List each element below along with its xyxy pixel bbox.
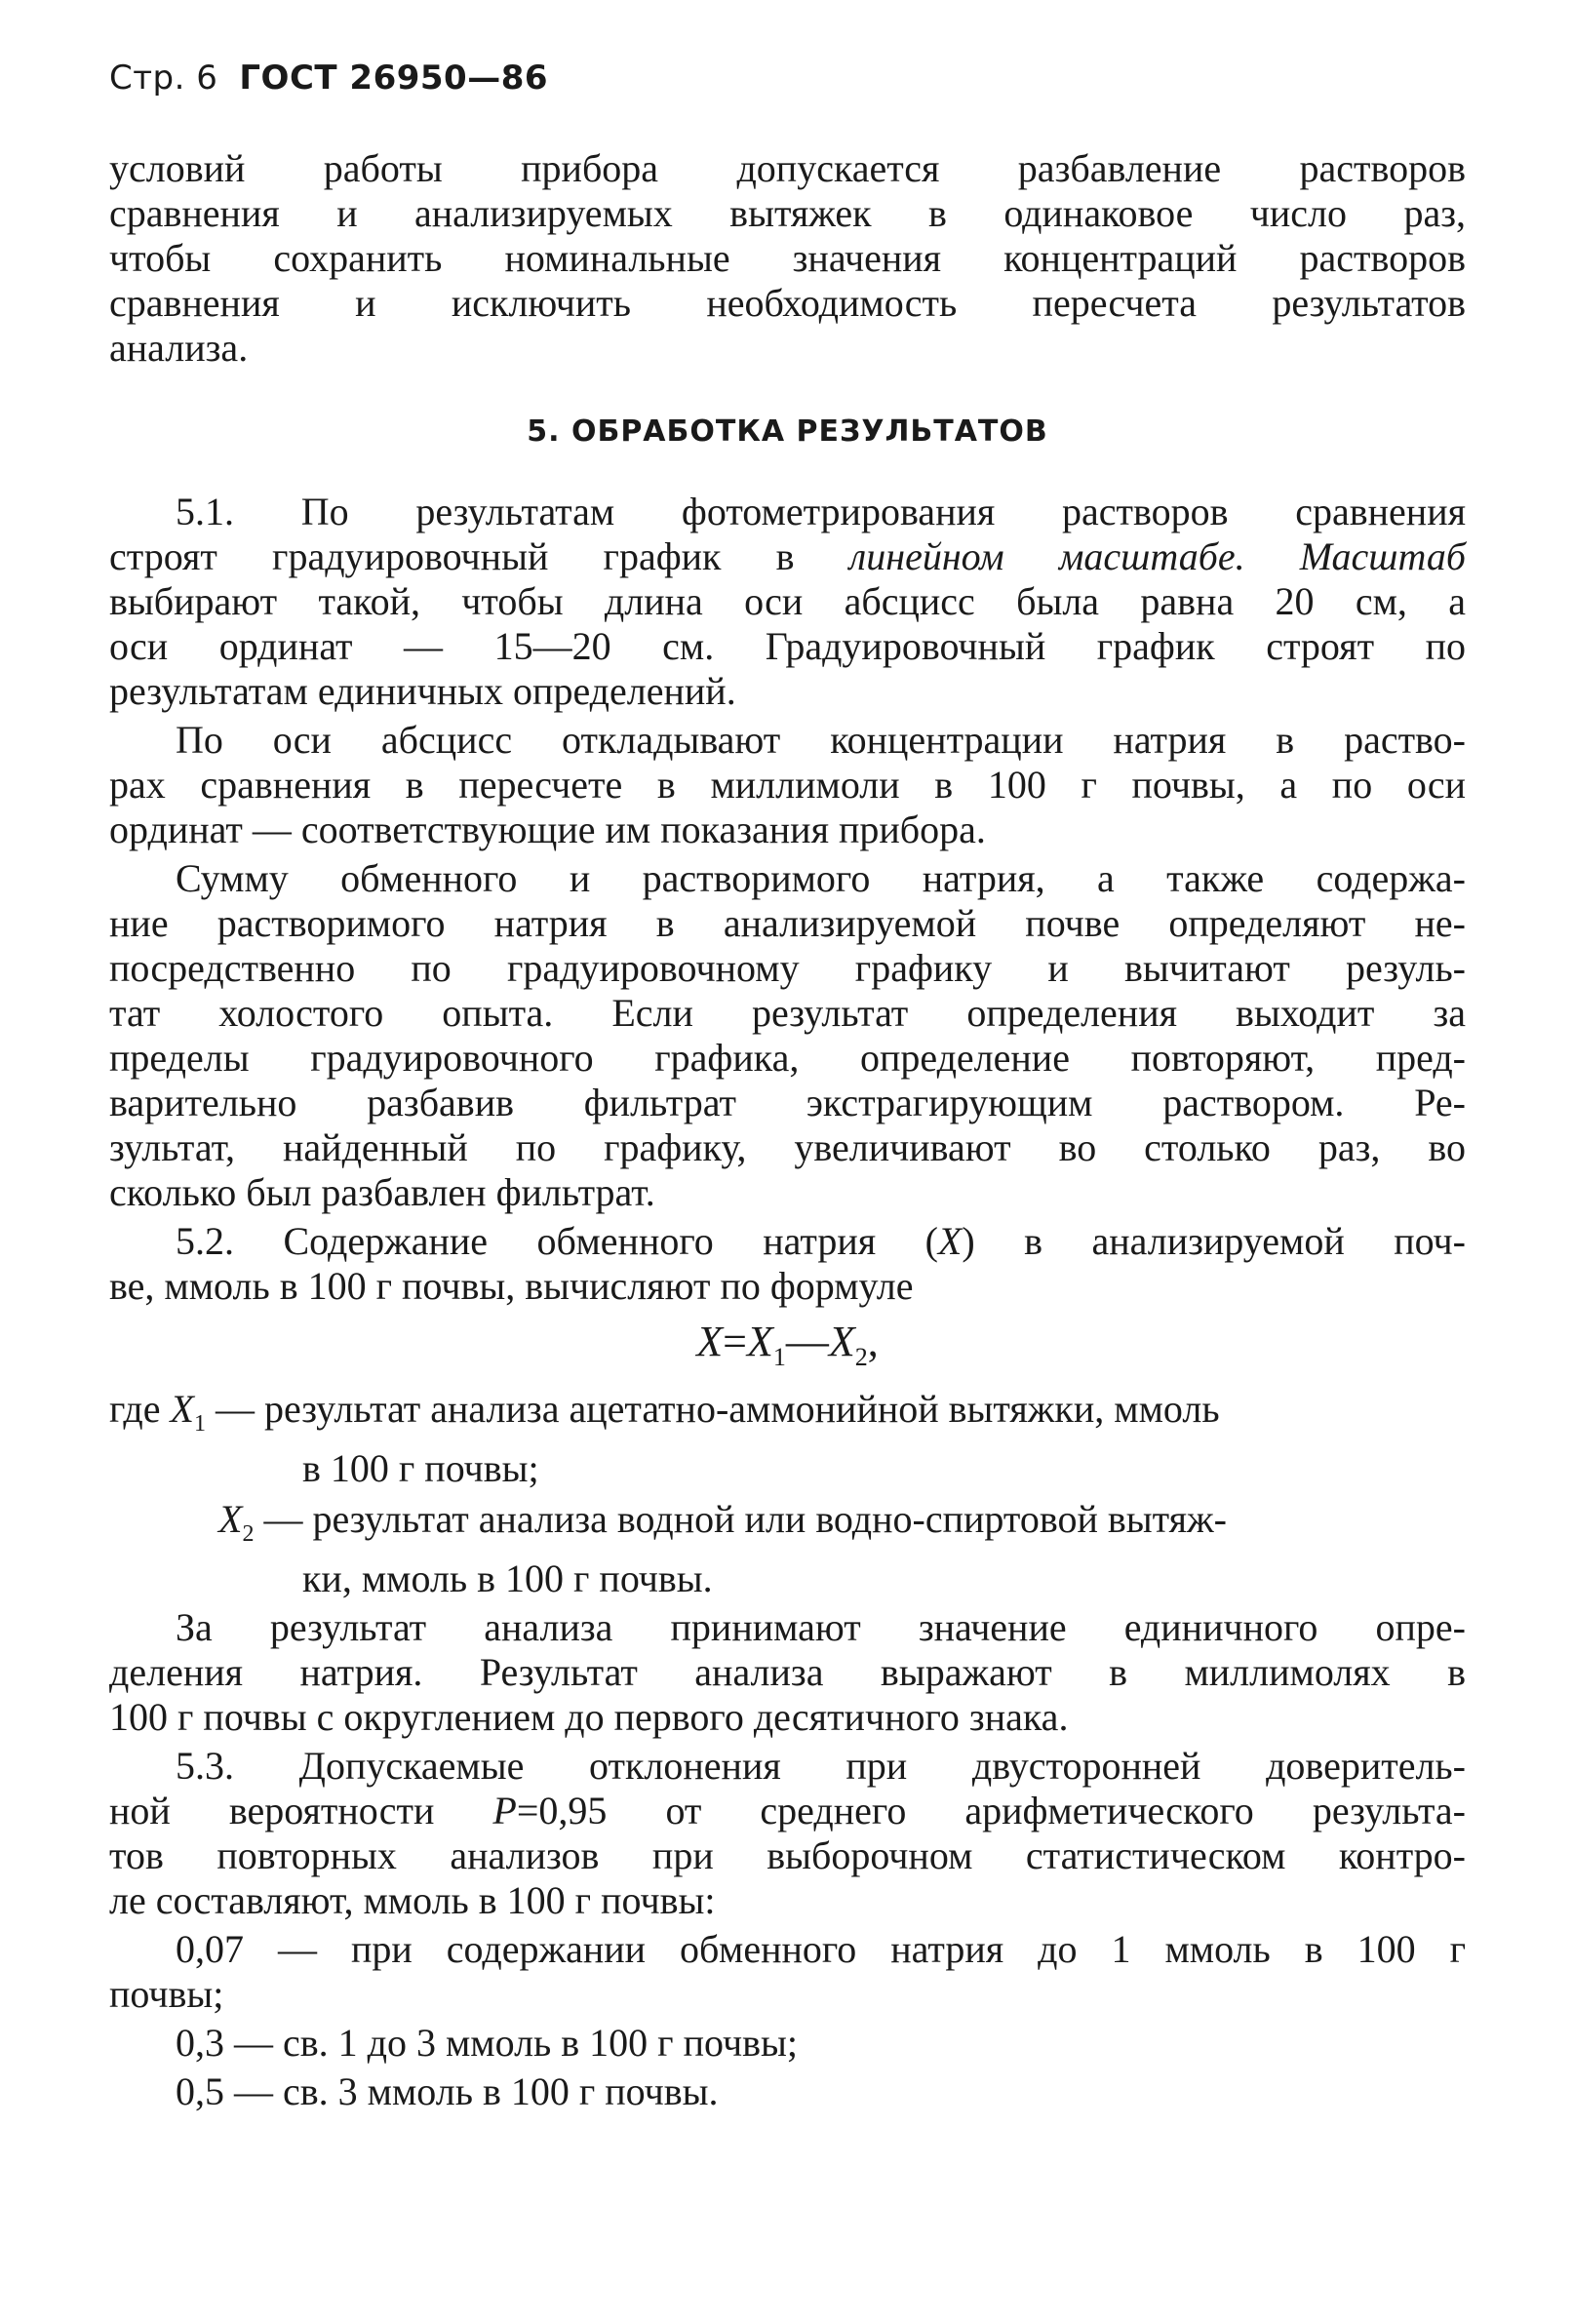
formula: $X=X_1—X_2$, bbox=[696, 1318, 879, 1371]
text-line: тов повторных анализов при выборочном статистическом контро- bbox=[109, 1832, 1466, 1877]
text-line: пределы градуировочного графика, определение повторяют, пред- bbox=[109, 1036, 1466, 1080]
text-line: анализа. bbox=[109, 326, 249, 370]
paragraph-5-2-result bbox=[109, 1605, 1466, 1740]
page-header bbox=[109, 59, 1466, 109]
page-number: Стр. 6 bbox=[109, 59, 218, 98]
intro-paragraph bbox=[109, 146, 1466, 371]
text-line: сравнения и исключить необходимость пересчета результатов bbox=[109, 281, 1466, 325]
tolerance-list bbox=[109, 1927, 1466, 2114]
text-line: За результат анализа принимают значение единичного опре- bbox=[176, 1604, 1466, 1649]
section-title: 5. ОБРАБОТКА РЕЗУЛЬТАТОВ bbox=[527, 414, 1048, 449]
text-line: рах сравнения в пересчете в миллимоли в 100 г почвы, а по оси bbox=[109, 763, 1466, 807]
paragraph-5-1-axes bbox=[109, 718, 1466, 852]
text-line: ние растворимого натрия в анализируемой почве определяют не- bbox=[109, 901, 1466, 945]
tolerance-item: 0,07 — при содержании обменного натрия до 1 ммоль в 100 г почвы; bbox=[109, 1926, 1466, 2016]
paragraph-5-2 bbox=[109, 1219, 1466, 1309]
text-line: ве, ммоль в 100 г почвы, вычисляют по формуле bbox=[109, 1264, 914, 1308]
definition-item: $X_2$ — результат анализа водной или водно-спиртовой вытяж- ки, ммоль в 100 г почвы. bbox=[218, 1496, 1227, 1600]
definition-item: где $X_1$ — результат анализа ацетатно-аммонийной вытяжки, ммоль в 100 г почвы; bbox=[109, 1386, 1220, 1490]
paragraph-5-3 bbox=[109, 1744, 1466, 1923]
text-line: сколько был разбавлен фильтрат. bbox=[109, 1170, 655, 1214]
text-line: оси ординат — 15—20 см. Градуировочный график строят по bbox=[109, 624, 1466, 668]
text-line: чтобы сохранить номинальные значения концентраций растворов bbox=[109, 236, 1466, 280]
text-line: результатам единичных определений. bbox=[109, 669, 736, 713]
text-line: выбирают такой, чтобы длина оси абсцисс была равна 20 см, а bbox=[109, 579, 1466, 623]
paragraph-5-1 bbox=[109, 490, 1466, 714]
text-line: строят градуировочный график в линейном масштабе. Масштаб bbox=[109, 534, 1466, 578]
text-line: зультат, найденный по графику, увеличивают во столько раз, во bbox=[109, 1125, 1466, 1169]
paragraph-5-1-sum bbox=[109, 856, 1466, 1215]
text-line: Сумму обменного и растворимого натрия, а также содержа- bbox=[176, 856, 1466, 900]
standard-code: ГОСТ 26950—86 bbox=[239, 59, 549, 98]
definition-list bbox=[109, 1387, 1466, 1601]
text-line: посредственно по градуировочному графику и вычитают резуль- bbox=[109, 946, 1466, 990]
text-line: тат холостого опыта. Если результат определения выходит за bbox=[109, 991, 1466, 1035]
text-line: варительно разбавив фильтрат экстрагирующим раствором. Ре- bbox=[109, 1081, 1466, 1124]
text-line: 5.3. Допускаемые отклонения при двусторонней доверитель- bbox=[176, 1743, 1466, 1788]
italic-text: линейном масштабе. Масштаб bbox=[848, 534, 1466, 578]
text-line: 100 г почвы с округлением до первого десятичного знака. bbox=[109, 1694, 1069, 1739]
text-line: По оси абсцисс откладывают концентрации натрия в раство- bbox=[176, 718, 1466, 762]
text-line: деления натрия. Результат анализа выражают в миллимолях в bbox=[109, 1649, 1466, 1694]
variable-p: P bbox=[492, 1788, 517, 1832]
tolerance-item: 0,3 — св. 1 до 3 ммоль в 100 г почвы; bbox=[176, 2020, 798, 2065]
text-line: сравнения и анализируемых вытяжек в одинаковое число раз, bbox=[109, 191, 1466, 235]
text-line: ной вероятности P=0,95 от среднего арифметического результа- bbox=[109, 1788, 1466, 1832]
variable-x: X bbox=[937, 1219, 963, 1263]
text-line: ординат — соответствующие им показания прибора. bbox=[109, 807, 986, 851]
text-line: 5.1. По результатам фотометрирования растворов сравнения bbox=[176, 490, 1466, 533]
text-line: 5.2. Содержание обменного натрия (X) в анализируемой поч- bbox=[176, 1219, 1466, 1263]
text-line: условий работы прибора допускается разбавление растворов bbox=[109, 146, 1466, 190]
tolerance-item: 0,5 — св. 3 ммоль в 100 г почвы. bbox=[176, 2068, 719, 2113]
text-line: ле составляют, ммоль в 100 г почвы: bbox=[109, 1877, 716, 1922]
